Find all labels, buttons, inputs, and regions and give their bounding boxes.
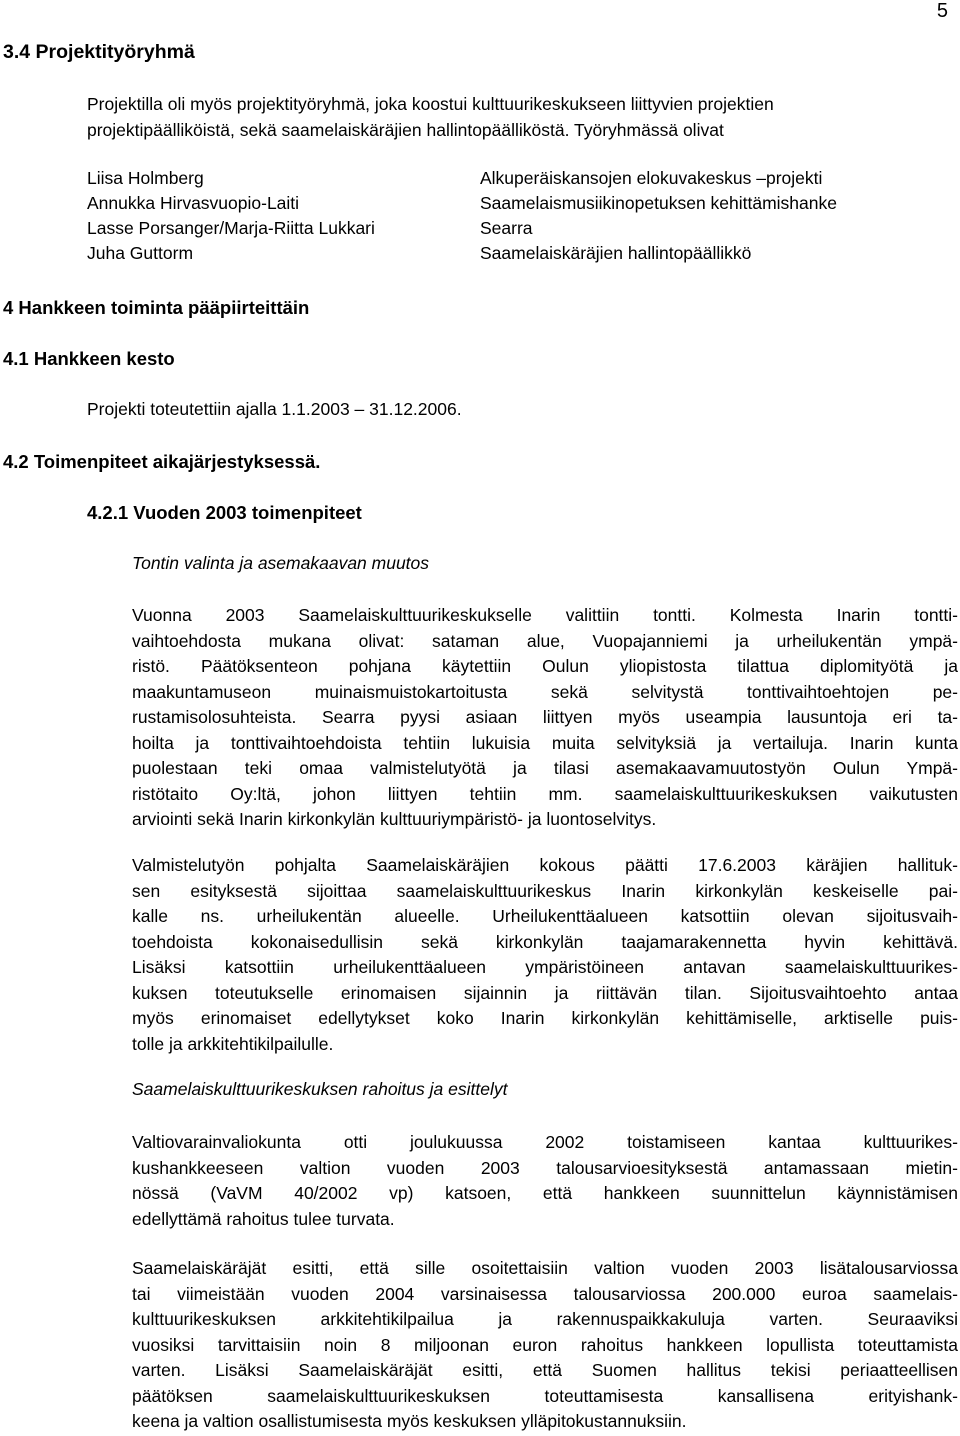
text-line: kalle ns. urheilukentän alueelle. Urheilukenttäalueen katsottiin olevan sijoitusvaih- — [132, 906, 958, 926]
text-line: kulttuurikeskuksen arkkitehtikilpailua ja rakennuspaikkakuluja varten. Seuraaviksi — [132, 1309, 958, 1329]
text-line: rustamisolosuhteista. Searra pyysi asiaan liittyen myös useampia lausuntoja eri ta- — [132, 707, 958, 727]
member-row — [87, 218, 947, 243]
text-line: maakuntamuseon muinaismuistokartoitusta sekä selvitystä tonttivaihtoehtojen pe- — [132, 681, 958, 702]
text-line: tolle ja arkkitehtikilpailulle. — [132, 1033, 334, 1054]
member-row — [87, 168, 947, 193]
member-name: Lasse Porsanger/Marja-Riitta Lukkari — [87, 218, 375, 238]
text-line: Lisäksi katsottiin urheilukenttäalueen ympäristöineen antavan saamelaiskulttuurikes- — [132, 957, 958, 977]
text-line: päätöksen saamelaiskulttuurikeskuksen toteuttamisesta kansallisena erityishank- — [132, 1385, 958, 1406]
section-heading-4-1: 4.1 Hankkeen kesto — [3, 348, 175, 369]
text-line: vaihtoehdosta mukana olivat: sataman alue, Vuopajanniemi ja urheilukentän ympä- — [132, 630, 958, 651]
paragraph-sami-parliament-proposal — [132, 1256, 958, 1435]
text-line: Saamelaiskäräjät esitti, että sille osoitettaisiin valtion vuoden 2003 lisätalousarviossa — [132, 1258, 958, 1278]
text-line: Vuonna 2003 Saamelaiskulttuurikeskukselle valittiin tontti. Kolmesta Inarin tontti- — [132, 605, 958, 625]
paragraph-finance-committee — [132, 1130, 958, 1232]
text-line: arviointi sekä Inarin kirkonkylän kulttuuriympäristö- ja luontoselvitys. — [132, 809, 657, 829]
member-role: Saamelaiskäräjien hallintopäällikkö — [480, 243, 752, 263]
intro-line: Projektilla oli myös projektityöryhmä, joka koostui kulttuurikeskukseen liittyvien projektien — [87, 94, 774, 114]
section-heading-4-2: 4.2 Toimenpiteet aikajärjestyksessä. — [3, 451, 321, 472]
text-line: varten. Lisäksi Saamelaiskäräjät esitti, että Suomen hallitus tekisi periaatteellisen — [132, 1360, 958, 1380]
text-line: vuosiksi tarvittaisiin noin 8 miljoonan euron rahoitus hankkeen lopullista toteuttamista — [132, 1334, 958, 1355]
intro-line: projektipäälliköistä, sekä saamelaiskäräjien hallintopäälliköstä. Työryhmässä olivat — [87, 119, 724, 140]
text-line: puolestaan teki omaa valmistelutyötä ja tilasi asemakaavamuutostyön Oulun Ympä- — [132, 758, 958, 778]
text-line: kushankkeeseen valtion vuoden 2003 talousarvioesityksestä antamassaan mietin- — [132, 1157, 958, 1178]
member-name: Liisa Holmberg — [87, 168, 204, 188]
text-line: tai viimeistään vuoden 2004 varsinaisessa talousarviossa 200.000 euroa saamelais- — [132, 1283, 958, 1304]
text-line: ristötaito Oy:ltä, johon liittyen tehtiin mm. saamelaiskulttuurikeskuksen vaikutusten — [132, 783, 958, 804]
subsection-title-funding: Saamelaiskulttuurikeskuksen rahoitus ja esittelyt — [132, 1079, 508, 1099]
subsection-title-plot: Tontin valinta ja asemakaavan muutos — [132, 553, 430, 573]
text-line: keena ja valtion osallistumisesta myös keskuksen ylläpitokustannuksiin. — [132, 1411, 687, 1431]
member-role: Searra — [480, 218, 533, 238]
page-number: 5 — [936, 0, 948, 22]
member-name: Annukka Hirvasvuopio-Laiti — [87, 193, 300, 213]
section-heading-4-2-1: 4.2.1 Vuoden 2003 toimenpiteet — [87, 502, 362, 523]
text-line: Valmistelutyön pohjalta Saamelaiskäräjien kokous päätti 17.6.2003 käräjien hallituk- — [132, 855, 958, 875]
text-line: sen esityksestä sijoittaa saamelaiskulttuurikeskus Inarin kirkonkylän keskeiselle pai- — [132, 880, 958, 901]
text-line: edellyttämä rahoitus tulee turvata. — [132, 1208, 395, 1229]
paragraph-decision — [132, 853, 958, 1057]
text-line: ristö. Päätöksenteon pohjana käytettiin Oulun yliopistosta tilattua diplomityötä ja — [132, 656, 958, 676]
text-line: toehdoista kokonaisedullisin sekä kirkonkylän taajamarakennetta hyvin kehittävä. — [132, 931, 958, 952]
section-heading-4: 4 Hankkeen toiminta pääpiirteittäin — [3, 297, 310, 318]
text-line: Valtiovarainvaliokunta otti joulukuussa 2002 toistamiseen kantaa kulttuurikes- — [132, 1132, 958, 1152]
member-row — [87, 193, 947, 218]
duration-text: Projekti toteutettiin ajalla 1.1.2003 – 31.12.2006. — [87, 399, 462, 419]
intro-paragraph — [87, 92, 957, 143]
text-line: kuksen toteutukselle erinomaisen sijainnin ja riittävän tilan. Sijoitusvaihtoehto antaa — [132, 982, 958, 1003]
text-line: nössä (VaVM 40/2002 vp) katsoen, että hankkeen suunnittelun käynnistämisen — [132, 1183, 958, 1203]
member-role: Alkuperäiskansojen elokuvakeskus –projekti — [480, 168, 823, 188]
text-line: myös erinomaiset edellytykset koko Inarin kirkonkylän kehittämiselle, arktiselle puis- — [132, 1008, 958, 1028]
section-heading-3-4: 3.4 Projektityöryhmä — [3, 41, 195, 63]
member-row — [87, 243, 947, 268]
paragraph-plot-selection — [132, 603, 958, 833]
text-line: hoilta ja tonttivaihtoehdoista tehtiin lukuisia muita selvityksiä ja vertailuja. Inarin kunta — [132, 732, 958, 753]
member-name: Juha Guttorm — [87, 243, 194, 263]
member-role: Saamelaismusiikinopetuksen kehittämishanke — [480, 193, 837, 213]
